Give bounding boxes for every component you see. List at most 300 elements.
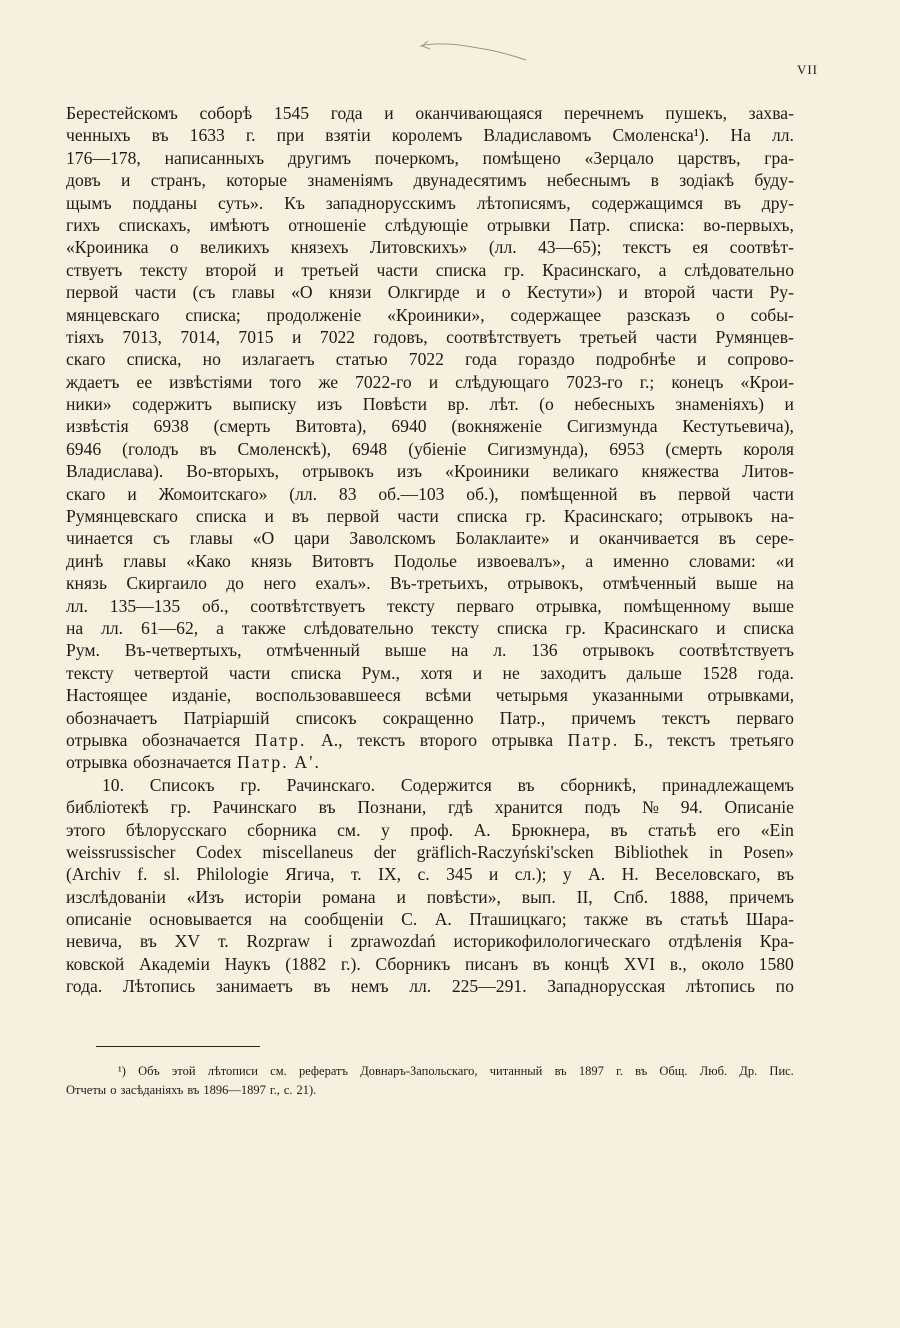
word: в [650, 170, 659, 191]
word: списка: [629, 214, 685, 235]
word: Списокъ [149, 774, 215, 795]
word: до [226, 573, 244, 594]
text-line [66, 975, 794, 997]
word: изъ [317, 394, 343, 415]
word: (смерть [213, 416, 271, 437]
word: Люб. [699, 1064, 728, 1078]
word: него [263, 573, 297, 594]
word: годовъ, [373, 326, 428, 347]
word: на [66, 617, 84, 638]
word: именно [613, 550, 670, 571]
word: обозначается [133, 752, 232, 773]
word: списка [743, 617, 794, 638]
word: г., [269, 1083, 280, 1097]
word: короля [743, 438, 794, 459]
word: и [618, 282, 628, 303]
word: тексту [387, 595, 435, 616]
word: об.—103 [378, 483, 445, 504]
word: «Ein [760, 819, 794, 840]
word: о [110, 1083, 117, 1097]
word: въ [187, 1083, 200, 1097]
word: 1633 [189, 125, 225, 146]
word: читанный [489, 1064, 543, 1078]
word: въ [635, 1064, 648, 1078]
word: соотвѣт- [729, 237, 794, 258]
word: 43—65); [537, 237, 602, 258]
word: также [584, 909, 629, 930]
text-line [66, 259, 794, 281]
word: Румянцев- [715, 326, 794, 347]
word: лѣт. [489, 394, 519, 415]
word: сопрово- [727, 349, 794, 370]
word: и [264, 506, 274, 527]
word: по [775, 976, 794, 997]
word: помѣщенной [520, 483, 618, 504]
word: рефератъ [298, 1064, 348, 1078]
text-line [66, 527, 794, 549]
word: слѣдующаго [455, 371, 550, 392]
word: о [716, 304, 725, 325]
word: гр. [525, 506, 546, 527]
word: великаго [552, 461, 619, 482]
word: 1545 [273, 103, 310, 123]
word: 1897 [578, 1064, 604, 1078]
word: Б., [633, 729, 653, 750]
word: (лл. [289, 483, 318, 504]
word: лл. [66, 595, 88, 616]
word: списка [496, 617, 548, 638]
word: взятіи [325, 125, 371, 146]
word: этого [66, 819, 106, 840]
word: перваго [456, 595, 515, 616]
word: Патр. [569, 214, 611, 235]
text-line [66, 908, 794, 930]
word: царствъ, [677, 147, 741, 168]
word: и [569, 528, 579, 549]
word: (съ [192, 282, 216, 303]
text-line [66, 617, 794, 639]
text-line [66, 124, 794, 146]
word: Рачинскаго. [286, 774, 376, 795]
word: первой [326, 506, 380, 527]
word: Rozpraw [246, 931, 311, 952]
word: князь [66, 573, 108, 594]
word: довъ [66, 170, 101, 191]
word: Спб. [613, 886, 649, 907]
word: Bibliothek [614, 841, 689, 862]
word: отдѣленія [668, 931, 742, 952]
word: словами: [689, 550, 756, 571]
word: въ [776, 864, 794, 885]
word: л. [493, 640, 507, 661]
word: двунадесятимъ [413, 170, 527, 191]
word: подданы [132, 192, 198, 213]
word: Олкгирде [387, 282, 460, 303]
word: а [216, 617, 224, 638]
word: «О [291, 282, 313, 303]
word: содержащее [510, 304, 602, 325]
word: собы- [750, 304, 794, 325]
word: воспользовавшееся [255, 685, 401, 706]
word: На [730, 125, 751, 146]
word: с. [283, 1083, 293, 1097]
word: т. [350, 864, 362, 885]
word: суть». [217, 192, 264, 213]
word: (1882 [285, 953, 327, 974]
word: Отчеты [66, 1083, 107, 1097]
word: Др. [739, 1064, 758, 1078]
word: и [476, 282, 486, 303]
word: 1896—1897 [203, 1083, 266, 1097]
word: извѣстія [66, 416, 129, 437]
word: выше [752, 595, 794, 616]
word: и [396, 886, 406, 907]
word: и [716, 617, 726, 638]
word: текстъ [357, 729, 406, 750]
word: г. [245, 125, 256, 146]
word: слѣдовательно [684, 259, 794, 280]
word: причемъ [571, 707, 636, 728]
word: а [658, 259, 667, 280]
word: ждаетъ [66, 371, 120, 392]
word: in [708, 841, 723, 862]
word: буду- [754, 170, 794, 191]
word: написанныхъ [164, 147, 265, 168]
word: библіотекѣ [66, 797, 149, 818]
word: (вокняженіе [451, 416, 543, 437]
word: обозначаетъ [66, 707, 158, 728]
word: занимаетъ [215, 976, 293, 997]
word: сообщеніи [304, 909, 384, 930]
word: «Кроиника [66, 237, 149, 258]
word: Во-вторыхъ, [186, 461, 280, 482]
word: гр. [240, 774, 261, 795]
word: того [269, 371, 302, 392]
word: Румянцевскаго [66, 506, 178, 527]
word: бѣлорусскаго [125, 819, 227, 840]
word: 6948 [352, 438, 388, 459]
word: Болаклаите» [455, 528, 550, 549]
word: отмѣченный [602, 573, 697, 594]
word: об., [201, 595, 229, 616]
word: и [292, 326, 302, 347]
word: подъ [584, 797, 621, 818]
text-line [66, 639, 794, 661]
word: подробнѣе [595, 349, 676, 370]
word: при [276, 125, 305, 146]
word: г. [616, 1064, 623, 1078]
word: князи [328, 282, 372, 303]
word: части [655, 326, 698, 347]
word: вр. [447, 394, 470, 415]
word: скаго [66, 349, 106, 370]
word: изслѣдованіи [66, 886, 166, 907]
word: статью [335, 349, 388, 370]
word: Красинскаго, [542, 259, 641, 280]
word: gräflich-Raczyński'scken [416, 841, 594, 862]
word: ковской [66, 953, 125, 974]
word: Довнаръ-Запольскаго, [360, 1064, 478, 1078]
word: въ [291, 506, 309, 527]
word: Ягича, [285, 864, 335, 885]
word: слѣдовательно [303, 617, 414, 638]
word: см. [270, 1064, 287, 1078]
word: четырьмя [495, 685, 568, 706]
footnote-rule [96, 1046, 260, 1047]
text-line [66, 953, 794, 975]
word: 7022 [319, 326, 356, 347]
word: 6946 [66, 438, 102, 459]
word: описаніе [66, 909, 132, 930]
word: въ [313, 976, 331, 997]
word: Настоящее [66, 685, 148, 706]
text-line [66, 214, 794, 236]
word: отрывка [491, 729, 554, 750]
word: этой [171, 1064, 196, 1078]
text-line [66, 729, 794, 751]
word: въ [639, 483, 657, 504]
word: Патр., [499, 707, 546, 728]
word: отрывка [66, 752, 128, 773]
word: во-первыхъ, [703, 214, 794, 235]
text-line [66, 393, 794, 415]
word: ее [136, 371, 153, 392]
word: 135—135 [109, 595, 181, 616]
word: второго [419, 729, 478, 750]
word: А. [434, 909, 452, 930]
word: Объ [138, 1064, 160, 1078]
text-line [66, 572, 794, 594]
word: 21). [296, 1083, 317, 1097]
word: и [428, 371, 439, 392]
word: weissrussischer [66, 841, 176, 862]
word: Повѣсти [362, 394, 427, 415]
word: (смерть [665, 438, 723, 459]
word: извѣстіями [169, 371, 253, 392]
word: знаменіямъ [307, 170, 394, 191]
word: гораздо [518, 349, 575, 370]
footnotes [66, 1062, 794, 1100]
word: (голодъ [122, 438, 179, 459]
word: другимъ [287, 147, 352, 168]
text-line [66, 348, 794, 370]
word: и [472, 662, 483, 683]
word: IX, [378, 864, 402, 885]
word: захва- [748, 103, 794, 123]
word: в., [669, 953, 687, 974]
word: отрывка, [535, 595, 602, 616]
text-line [66, 751, 794, 773]
word: западнорусскимъ [325, 192, 456, 213]
word: соотвѣтствуетъ [250, 595, 366, 616]
word: отрывокъ [681, 506, 753, 527]
word: князехъ [290, 237, 349, 258]
word: небеснымъ [546, 170, 631, 191]
word: 7013, [122, 326, 162, 347]
word: почеркомъ, [374, 147, 459, 168]
word: Академіи [138, 953, 210, 974]
word: сборника [247, 819, 317, 840]
word: въ [199, 438, 217, 459]
word: с. [417, 864, 430, 885]
word: части [376, 259, 419, 280]
word: и [127, 483, 137, 504]
word: изданіе, [171, 685, 232, 706]
word: лѣтопись [685, 976, 756, 997]
word: въ [718, 528, 736, 549]
word: Содержится [400, 774, 492, 795]
word: Въ-третьихъ, [390, 573, 488, 594]
word: 176—178, [66, 147, 141, 168]
word: текстъ [667, 729, 716, 750]
word: 1528 [702, 662, 738, 683]
word: Литовскихъ» [369, 237, 468, 258]
word: гр. [170, 797, 191, 818]
word: Смоленскѣ), [237, 438, 332, 459]
word: принадлежащемъ [662, 774, 794, 795]
word: «Кроиники [445, 461, 530, 482]
word: и [274, 259, 284, 280]
word: спискахъ, [118, 214, 191, 235]
word: и [384, 103, 394, 123]
word: (Archiv [66, 864, 121, 885]
word: списка [435, 259, 487, 280]
text-line [66, 460, 794, 482]
word: гра- [764, 147, 794, 168]
word: списка [456, 506, 508, 527]
word: года. [757, 662, 794, 683]
word: zprawozdań [350, 931, 436, 952]
text-line [66, 886, 794, 908]
word: указанными [592, 685, 684, 706]
text-line [66, 304, 794, 326]
word: отрывокъ [302, 461, 374, 482]
word: года. [66, 976, 103, 997]
word: 345 [446, 864, 473, 885]
text-line [66, 796, 794, 818]
word: въ [723, 192, 741, 213]
word: Витовта), [295, 416, 367, 437]
word: отмѣченный [266, 640, 360, 661]
word: его [716, 819, 741, 840]
word: отрывокъ [582, 640, 655, 661]
word: Сигизмунда [566, 416, 658, 437]
word: XVI [623, 953, 656, 974]
word: концѣ [564, 953, 610, 974]
text-line [66, 192, 794, 214]
word: дальше [626, 662, 682, 683]
word: главы [189, 528, 233, 549]
footnote-line [66, 1062, 794, 1081]
word: невича, [66, 931, 123, 952]
page-number: VII [796, 62, 818, 77]
word: «Кроиники», [387, 304, 485, 325]
word: Posen» [743, 841, 794, 862]
word: а [585, 550, 594, 571]
word: Кестути») [526, 282, 603, 303]
word: ехалъ». [315, 573, 371, 594]
word: князь [250, 550, 292, 571]
text-line [66, 863, 794, 885]
word: основывается [149, 909, 252, 930]
word: Заволскомъ [349, 528, 436, 549]
word: статьѣ [647, 819, 697, 840]
word: продолженіе [266, 304, 362, 325]
word: Codex [195, 841, 242, 862]
word: списка, [126, 349, 182, 370]
word: части [711, 282, 754, 303]
word: слѣдующіе [384, 214, 469, 235]
word: въ [151, 125, 169, 146]
word: пушекъ, [665, 103, 727, 123]
text-line [66, 662, 794, 684]
word: Веселовскаго, [655, 864, 761, 885]
word: второй [205, 259, 257, 280]
word: первой [66, 282, 119, 303]
word: выписку [232, 394, 297, 415]
word: Брюкнера, [511, 819, 591, 840]
word: (лл. [488, 237, 517, 258]
text-line [66, 595, 794, 617]
word: части [134, 282, 177, 303]
word: въ [139, 931, 157, 952]
word: лѣтописи [207, 1064, 258, 1078]
word: около [701, 953, 745, 974]
text-line [66, 774, 794, 796]
word: ченныхъ [66, 125, 131, 146]
text-line [66, 550, 794, 572]
word: также [241, 617, 286, 638]
word: второй [644, 282, 696, 303]
text-line [66, 930, 794, 952]
word: С. [401, 909, 418, 930]
word: Подолье [393, 550, 457, 571]
word: Витовтъ [311, 550, 374, 571]
word: Пис. [769, 1064, 794, 1078]
word: der [373, 841, 397, 862]
word: лл. [409, 976, 432, 997]
word: тексту [431, 617, 480, 638]
word: королемъ [391, 125, 463, 146]
word: 6953 [609, 438, 645, 459]
word: въ [318, 797, 336, 818]
word: 6940 [391, 416, 427, 437]
word: отрывка [66, 729, 128, 750]
word: зодіакѣ [679, 170, 735, 191]
word: лл. [771, 125, 794, 146]
word: романа [322, 886, 376, 907]
word: о [501, 282, 511, 303]
word: оканчивающаяся [415, 103, 543, 123]
word: въ [610, 819, 628, 840]
word: «и [775, 550, 794, 571]
word: великихъ [199, 237, 270, 258]
footnote-line [66, 1081, 794, 1100]
word: динѣ [66, 550, 104, 571]
word: Н. [621, 864, 639, 885]
word: XV [174, 931, 201, 952]
word: года [465, 349, 497, 370]
word: Литов- [742, 461, 794, 482]
word: четвертой [133, 662, 209, 683]
word: цари [294, 528, 330, 549]
text-line [66, 281, 794, 303]
word: сокращенно [382, 707, 474, 728]
word: Philologie [196, 864, 269, 885]
word: соотвѣтствуетъ [678, 640, 794, 661]
text-line [66, 684, 794, 706]
text-line [66, 169, 794, 191]
